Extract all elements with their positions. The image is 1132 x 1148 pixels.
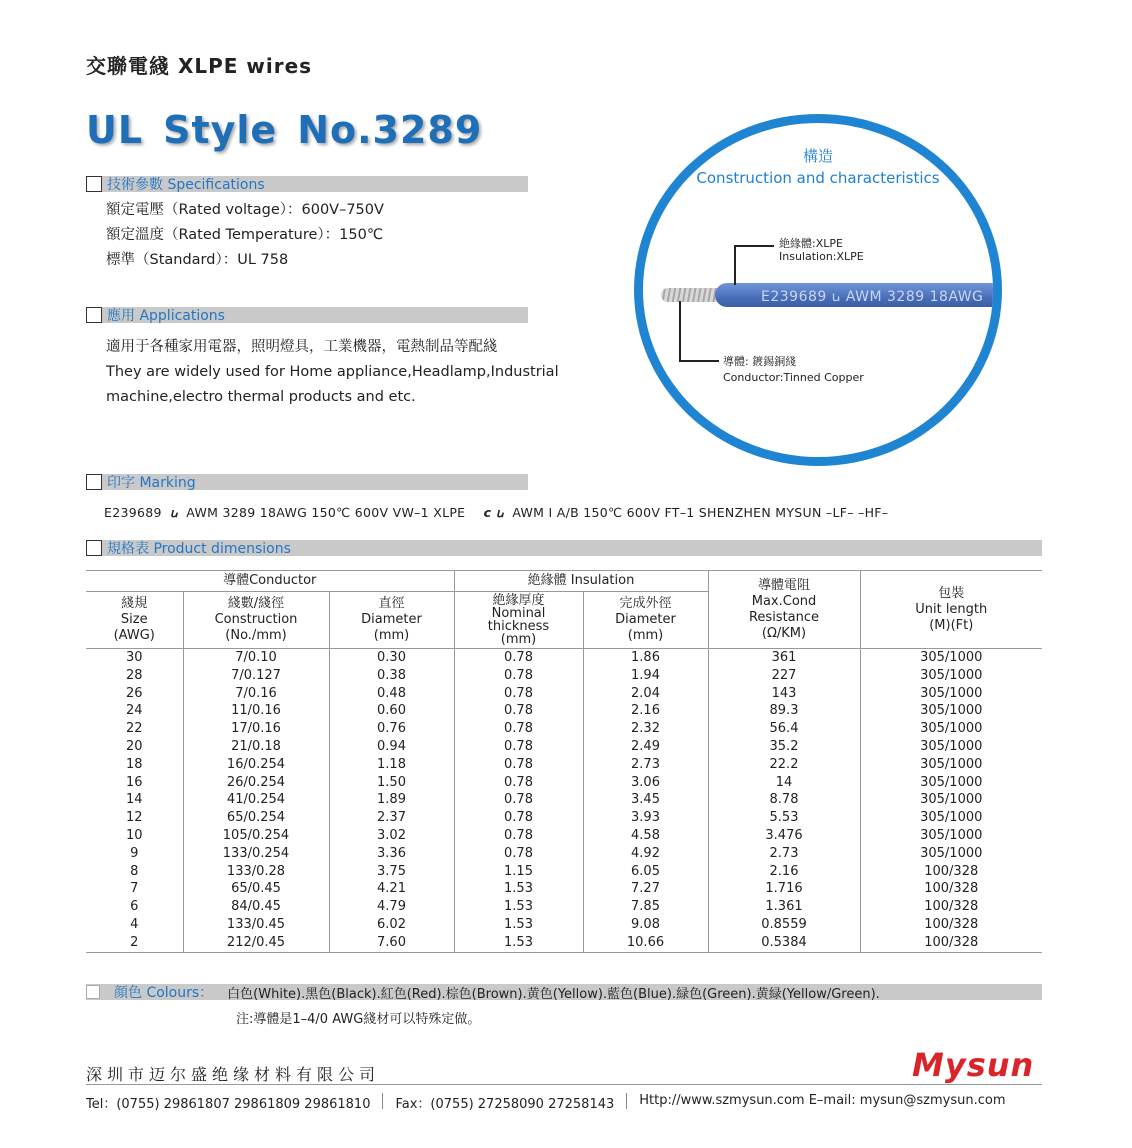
table-row xyxy=(86,738,1042,756)
table-cell: 16/0.254 xyxy=(183,756,329,774)
table-cell: 4 xyxy=(130,916,139,932)
table-cell: 227 xyxy=(708,667,860,685)
applications-text xyxy=(106,335,559,410)
table-cell: 41/0.254 xyxy=(183,791,329,809)
table-cell: 7/0.16 xyxy=(183,685,329,703)
conductor-callout xyxy=(723,355,864,384)
table-row xyxy=(86,916,1042,934)
table-cell: 3.45 xyxy=(583,791,708,809)
size-header xyxy=(86,592,183,649)
table-cell: 3.36 xyxy=(329,845,454,863)
applications-heading-bar xyxy=(86,307,528,323)
table-cell: 35.2 xyxy=(708,738,860,756)
table-cell: 14 xyxy=(708,774,860,792)
table-cell: 26/0.254 xyxy=(183,774,329,792)
table-cell: 1.94 xyxy=(583,667,708,685)
contact-separator xyxy=(626,1093,627,1109)
applications-heading: 應用 Applications xyxy=(107,308,225,324)
marking-part-1: E239689 xyxy=(104,505,162,520)
table-cell: 2.04 xyxy=(583,685,708,703)
table-cell: 10 xyxy=(125,827,143,843)
insulation-label-en: Insulation:XLPE xyxy=(779,250,864,263)
style-word: Style xyxy=(163,108,278,152)
construction-title-en: Construction and characteristics xyxy=(696,169,940,187)
table-cell: 20 xyxy=(125,738,143,754)
table-cell: 0.78 xyxy=(454,720,583,738)
table-cell: 12 xyxy=(125,810,143,826)
top-title: 交聯電綫 XLPE wires xyxy=(86,54,313,78)
table-cell: 1.89 xyxy=(329,791,454,809)
footer-divider xyxy=(86,1084,1042,1085)
table-cell: 18 xyxy=(125,756,143,772)
header-line: thickness xyxy=(487,619,550,634)
header-line: (mm) xyxy=(373,628,410,643)
style-number: No.3289 xyxy=(297,108,483,152)
table-cell: 305/1000 xyxy=(860,738,1042,756)
checkbox-icon xyxy=(86,307,102,323)
table-cell: 17/0.16 xyxy=(183,720,329,738)
table-cell: 8.78 xyxy=(708,791,860,809)
page-title xyxy=(86,108,502,152)
dimensions-table xyxy=(86,570,1042,953)
table-cell: 65/0.45 xyxy=(183,880,329,898)
colours-note: 注:導體是1–4/0 AWG綫材可以特殊定做。 xyxy=(236,1012,481,1027)
table-cell: 1.18 xyxy=(329,756,454,774)
table-cell: 3.476 xyxy=(708,827,860,845)
table-cell: 22.2 xyxy=(708,756,860,774)
table-cell: 4.58 xyxy=(583,827,708,845)
table-cell: 305/1000 xyxy=(860,845,1042,863)
header-line: 綫規 xyxy=(121,596,148,611)
table-row xyxy=(86,702,1042,720)
unit-length-header xyxy=(860,571,1042,649)
header-line: Diameter xyxy=(615,612,676,627)
table-cell: 305/1000 xyxy=(860,791,1042,809)
conductor-label-cn: 導體: 鍍錫銅綫 xyxy=(723,355,797,368)
table-cell: 0.30 xyxy=(329,649,454,667)
table-cell: 100/328 xyxy=(860,934,1042,952)
table-cell: 3.93 xyxy=(583,809,708,827)
header-line: Resistance xyxy=(748,609,820,625)
applications-line-en-2: machine,electro thermal products and etc. xyxy=(106,389,416,405)
colours-list: 白色(White).黑色(Black).紅色(Red).棕色(Brown).黄色(Yellow).藍色(Blue).緑色(Green).黄緑(Yellow/Green). xyxy=(227,986,880,1002)
table-cell: 7.27 xyxy=(583,880,708,898)
table-cell: 305/1000 xyxy=(860,667,1042,685)
table-row xyxy=(86,685,1042,703)
header-line: Max.Cond xyxy=(751,593,817,609)
table-cell: 0.60 xyxy=(329,702,454,720)
header-line: 絶緣厚度 xyxy=(492,593,545,608)
ul-logo-icon: ꭎ xyxy=(170,505,179,520)
header-line: Nominal xyxy=(491,606,546,621)
table-cell: 4.92 xyxy=(583,845,708,863)
table-cell: 28 xyxy=(125,667,143,683)
table-cell: 133/0.254 xyxy=(183,845,329,863)
colours-heading: 顔色 Colours： xyxy=(114,985,214,1001)
insulation-label-cn: 絶緣體:XLPE xyxy=(779,237,843,250)
header-line: Unit length xyxy=(915,601,988,617)
header-line: Construction xyxy=(214,612,298,627)
header-line: 完成外徑 xyxy=(619,596,672,611)
table-cell: 0.78 xyxy=(454,809,583,827)
table-cell: 1.86 xyxy=(583,649,708,667)
table-cell: 361 xyxy=(708,649,860,667)
table-cell: 133/0.28 xyxy=(183,863,329,881)
cable-print-text: E239689 ꭎ AWM 3289 18AWG xyxy=(761,289,984,305)
table-cell: 6.02 xyxy=(329,916,454,934)
table-cell: 0.78 xyxy=(454,667,583,685)
applications-line-cn: 適用于各種家用電器，照明燈具，工業機器，電熱制品等配綫 xyxy=(106,339,498,355)
checkbox-icon xyxy=(86,474,102,490)
table-row xyxy=(86,809,1042,827)
table-cell: 100/328 xyxy=(860,880,1042,898)
thickness-header xyxy=(454,592,583,649)
checkbox-icon xyxy=(86,540,102,556)
cul-logo-icon: c ꭎ xyxy=(483,505,505,520)
specifications-heading: 技術參數 Specifications xyxy=(107,177,265,193)
table-cell: 2.73 xyxy=(708,845,860,863)
specifications-heading-bar xyxy=(86,176,528,192)
table-cell: 2.37 xyxy=(329,809,454,827)
table-cell: 1.361 xyxy=(708,898,860,916)
contact-info xyxy=(86,1093,1006,1112)
construction-title-cn: 構造 xyxy=(802,147,833,165)
table-cell: 6 xyxy=(130,899,139,915)
colours-bar xyxy=(86,984,1042,1000)
conductor-leader-line xyxy=(679,301,681,361)
table-cell: 100/328 xyxy=(860,916,1042,934)
table-cell: 1.53 xyxy=(454,916,583,934)
header-line: (M)(Ft) xyxy=(929,617,974,633)
header-line: Diameter xyxy=(361,612,422,627)
table-row xyxy=(86,649,1042,667)
table-cell: 0.78 xyxy=(454,738,583,756)
table-row xyxy=(86,756,1042,774)
table-cell: 10.66 xyxy=(583,934,708,952)
table-cell: 0.78 xyxy=(454,774,583,792)
table-cell: 212/0.45 xyxy=(183,934,329,952)
table-cell: 305/1000 xyxy=(860,702,1042,720)
table-cell: 305/1000 xyxy=(860,774,1042,792)
header-line: 綫數/綫徑 xyxy=(227,596,285,611)
table-row xyxy=(86,934,1042,952)
table-row xyxy=(86,667,1042,685)
table-row xyxy=(86,898,1042,916)
marking-part-3: AWM I A/B 150℃ 600V FT–1 SHENZHEN MYSUN –LF– –HF– xyxy=(512,505,889,520)
insulation-leader-line xyxy=(734,245,736,285)
table-cell: 65/0.254 xyxy=(183,809,329,827)
table-cell: 22 xyxy=(125,721,143,737)
table-cell: 305/1000 xyxy=(860,649,1042,667)
table-cell: 1.53 xyxy=(454,898,583,916)
table-cell: 30 xyxy=(125,650,143,665)
table-cell: 305/1000 xyxy=(860,720,1042,738)
marking-heading: 印字 Marking xyxy=(107,475,196,491)
company-name: 深圳市迈尔盛绝缘材料有限公司 xyxy=(86,1065,381,1084)
table-row xyxy=(86,774,1042,792)
table-cell: 24 xyxy=(125,703,143,719)
table-cell: 1.716 xyxy=(708,880,860,898)
table-cell: 305/1000 xyxy=(860,685,1042,703)
header-line: 包裝 xyxy=(938,585,965,601)
fax: Fax：(0755) 27258090 27258143 xyxy=(395,1097,615,1112)
table-cell: 0.48 xyxy=(329,685,454,703)
insulation-leader-line-h xyxy=(734,245,774,247)
table-cell: 0.5384 xyxy=(708,934,860,952)
table-cell: 1.15 xyxy=(454,863,583,881)
marking-text xyxy=(104,504,888,521)
table-cell: 7/0.10 xyxy=(183,649,329,667)
table-cell: 305/1000 xyxy=(860,809,1042,827)
header-line: Size xyxy=(120,612,148,627)
table-cell: 2.49 xyxy=(583,738,708,756)
dimensions-table-body xyxy=(86,649,1042,953)
dimensions-heading: 規格表 Product dimensions xyxy=(107,541,291,557)
table-cell: 9 xyxy=(130,845,139,861)
table-cell: 1.53 xyxy=(454,880,583,898)
table-cell: 3.02 xyxy=(329,827,454,845)
table-cell: 11/0.16 xyxy=(183,702,329,720)
table-row xyxy=(86,863,1042,881)
table-cell: 3.75 xyxy=(329,863,454,881)
brand-logo: Mysun xyxy=(912,1046,1035,1084)
applications-line-en-1: They are widely used for Home appliance,Headlamp,Industrial xyxy=(106,364,559,380)
header-line: (Ω/KM) xyxy=(761,625,807,641)
table-cell: 0.76 xyxy=(329,720,454,738)
table-cell: 26 xyxy=(125,685,143,701)
conductor-strands xyxy=(661,288,721,302)
table-row xyxy=(86,827,1042,845)
table-cell: 2 xyxy=(130,934,139,950)
header-line: (AWG) xyxy=(113,628,155,643)
spec-rated-temperature: 額定溫度（Rated Temperature）：150℃ xyxy=(106,227,384,243)
conductor-label-en: Conductor:Tinned Copper xyxy=(723,371,864,384)
website-email: Http://www.szmysun.com E–mail: mysun@szmysun.com xyxy=(639,1093,1006,1108)
table-cell: 133/0.45 xyxy=(183,916,329,934)
table-cell: 2.16 xyxy=(708,863,860,881)
header-line: 直徑 xyxy=(378,596,405,611)
table-cell: 0.78 xyxy=(454,685,583,703)
construction-illustration xyxy=(634,114,1002,466)
specifications-list xyxy=(106,198,384,273)
insulation-group-header: 絶緣體 Insulation xyxy=(454,571,708,592)
telephone: Tel：(0755) 29861807 29861809 29861810 xyxy=(86,1097,371,1112)
spec-standard: 標準（Standard）：UL 758 xyxy=(106,252,289,268)
table-cell: 7/0.127 xyxy=(183,667,329,685)
table-row xyxy=(86,720,1042,738)
spec-rated-voltage: 額定電壓（Rated voltage）：600V–750V xyxy=(106,202,384,218)
insulation-callout xyxy=(779,237,864,263)
table-cell: 7 xyxy=(130,881,139,897)
construction-header xyxy=(183,592,329,649)
table-cell: 6.05 xyxy=(583,863,708,881)
table-cell: 8 xyxy=(130,863,139,879)
table-cell: 16 xyxy=(125,774,143,790)
table-cell: 4.21 xyxy=(329,880,454,898)
conductor-leader-line-h xyxy=(679,360,719,362)
table-cell: 5.53 xyxy=(708,809,860,827)
style-ul: UL xyxy=(86,108,144,152)
table-cell: 100/328 xyxy=(860,863,1042,881)
table-row xyxy=(86,880,1042,898)
table-cell: 0.78 xyxy=(454,702,583,720)
table-cell: 0.78 xyxy=(454,649,583,667)
table-cell: 305/1000 xyxy=(860,756,1042,774)
finished-diameter-header xyxy=(583,592,708,649)
table-cell: 9.08 xyxy=(583,916,708,934)
table-cell: 0.38 xyxy=(329,667,454,685)
table-cell: 2.32 xyxy=(583,720,708,738)
resistance-header xyxy=(708,571,860,649)
header-line: (mm) xyxy=(500,632,537,647)
table-cell: 89.3 xyxy=(708,702,860,720)
table-cell: 7.85 xyxy=(583,898,708,916)
table-cell: 105/0.254 xyxy=(183,827,329,845)
table-cell: 4.79 xyxy=(329,898,454,916)
table-cell: 0.78 xyxy=(454,827,583,845)
table-cell: 0.78 xyxy=(454,756,583,774)
table-cell: 7.60 xyxy=(329,934,454,952)
checkbox-icon xyxy=(86,985,100,999)
table-row xyxy=(86,845,1042,863)
contact-separator xyxy=(382,1093,383,1109)
marking-heading-bar xyxy=(86,474,528,490)
table-cell: 0.8559 xyxy=(708,916,860,934)
header-line: 導體電阻 xyxy=(757,577,810,593)
header-line: (No./mm) xyxy=(225,628,287,643)
table-cell: 0.78 xyxy=(454,845,583,863)
marking-part-2: AWM 3289 18AWG 150℃ 600V VW–1 XLPE xyxy=(186,505,466,520)
dimensions-heading-bar xyxy=(86,540,1042,556)
table-cell: 84/0.45 xyxy=(183,898,329,916)
table-cell: 21/0.18 xyxy=(183,738,329,756)
table-cell: 100/328 xyxy=(860,898,1042,916)
table-cell: 2.73 xyxy=(583,756,708,774)
table-cell: 2.16 xyxy=(583,702,708,720)
table-row xyxy=(86,791,1042,809)
header-line: (mm) xyxy=(627,628,664,643)
checkbox-icon xyxy=(86,176,102,192)
table-cell: 56.4 xyxy=(708,720,860,738)
table-cell: 1.50 xyxy=(329,774,454,792)
table-cell: 143 xyxy=(708,685,860,703)
diameter-header xyxy=(329,592,454,649)
table-cell: 0.78 xyxy=(454,791,583,809)
table-cell: 0.94 xyxy=(329,738,454,756)
conductor-group-header: 導體Conductor xyxy=(86,571,454,592)
table-cell: 1.53 xyxy=(454,934,583,952)
table-cell: 14 xyxy=(125,792,143,808)
table-cell: 3.06 xyxy=(583,774,708,792)
table-cell: 305/1000 xyxy=(860,827,1042,845)
